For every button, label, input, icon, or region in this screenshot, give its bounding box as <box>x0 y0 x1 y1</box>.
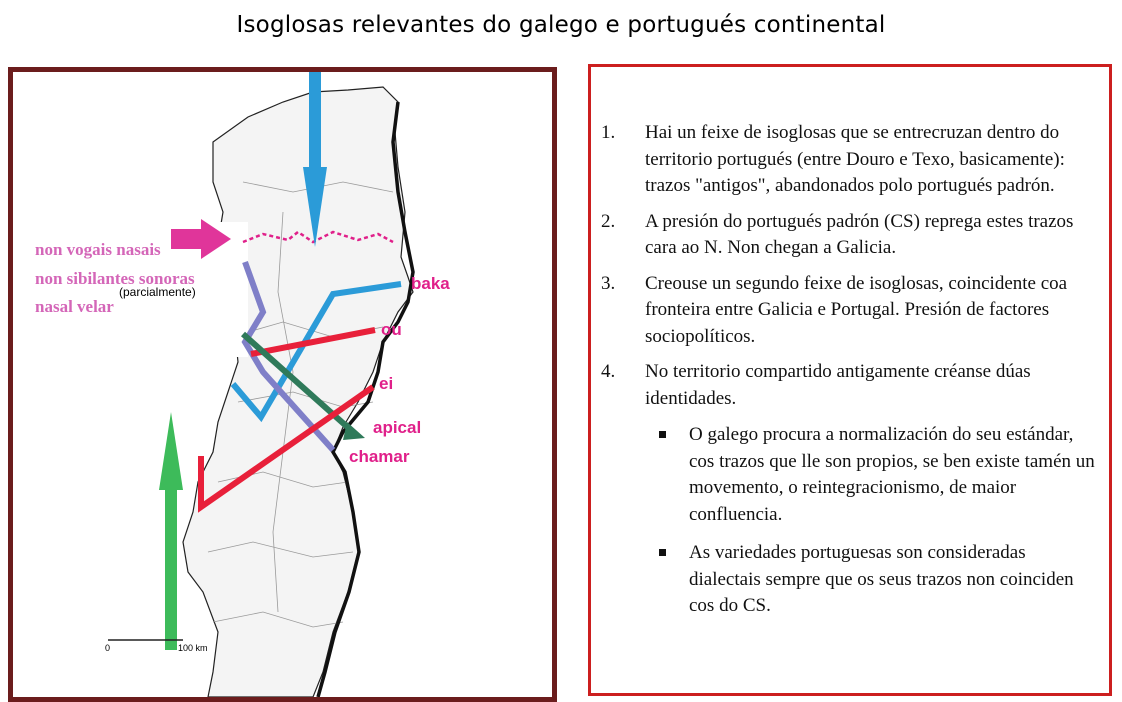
map-label-parcialmente: (parcialmente) <box>119 285 196 299</box>
green-arrow-shaft <box>165 490 177 650</box>
point-number: 4. <box>601 361 616 382</box>
square-bullet-icon <box>659 549 666 556</box>
feature-label-baka: baka <box>411 274 450 293</box>
map-drawing <box>13 72 552 697</box>
green-arrow-head <box>159 412 183 490</box>
page-title: Isoglosas relevantes do galego e portugués continental <box>236 12 886 38</box>
scale-label-100km: 100 km <box>178 643 208 653</box>
list-item <box>601 359 1101 620</box>
map-label-nasal: nasal velar <box>35 297 114 316</box>
point-number: 3. <box>601 272 616 294</box>
scale-label-zero: 0 <box>105 643 111 653</box>
blue-arrow-shaft <box>309 72 321 167</box>
isogloss-map <box>8 67 557 702</box>
list-item <box>601 271 1101 351</box>
point-number: 1. <box>601 122 616 143</box>
point-number: 2. <box>601 210 616 232</box>
feature-label-ou: ou <box>381 320 402 339</box>
point-text: Hai un feixe de isoglosas que se entrecruzan dentro do territorio portugués (entre Douro e Texo, basicamente): trazos "antigos", abandonados polo portugués padrón. <box>645 122 1065 196</box>
square-bullet-icon <box>659 431 666 438</box>
feature-label-chamar: chamar <box>349 447 410 466</box>
map-label-vogais: non vogais nasais <box>35 240 161 259</box>
sub-point-text: As variedades portuguesas son consideradas dialectais sempre que os seus trazos non coinciden cos do CS. <box>689 542 1074 616</box>
feature-label-ei: ei <box>379 374 394 393</box>
list-item <box>601 209 1101 262</box>
sub-point-text: O galego procura a normalización do seu estándar, cos trazos que lle son propios, se ben existe tamén un movemento, o reintegracionismo, de maior confluencia. <box>689 424 1095 525</box>
sub-list <box>645 422 1101 620</box>
feature-label-apical: apical <box>373 418 422 437</box>
sub-list-item <box>645 540 1101 620</box>
text-panel <box>588 64 1112 696</box>
point-text: No territorio compartido antigamente créanse dúas identidades. <box>645 361 1031 409</box>
point-text: A presión do portugués padrón (CS) reprega estes trazos cara ao N. Non chegan a Galicia. <box>645 210 1074 258</box>
magenta-arrow-shaft <box>171 229 201 249</box>
point-text: Creouse un segundo feixe de isoglosas, coincidente coa fronteira entre Galicia e Portugal. Presión de factores sociopolíticos. <box>645 272 1068 347</box>
sub-list-item <box>645 422 1101 528</box>
map-label-sibilantes: non sibilantes sonoras <box>35 269 195 288</box>
list-item <box>601 120 1101 200</box>
points-list <box>601 120 1101 632</box>
